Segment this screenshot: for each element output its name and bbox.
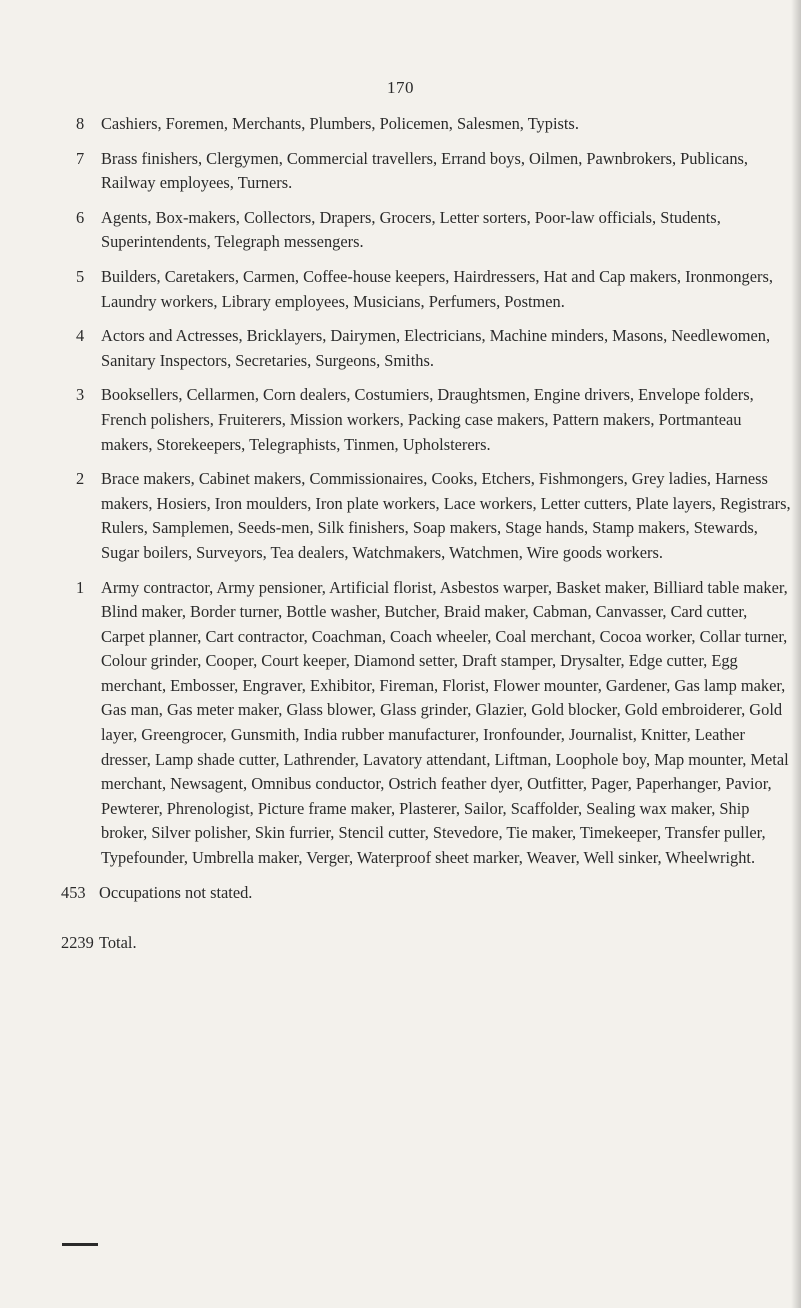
entry-text: Actors and Actresses, Bricklayers, Dairymen, Electricians, Machine minders, Masons, Needlewomen, Sanitary Inspectors, Secretaries, Surgeons, Smiths. <box>101 326 771 370</box>
list-item <box>76 467 792 565</box>
total-row <box>61 931 777 956</box>
entry-text: Brace makers, Cabinet makers, Commissionaires, Cooks, Etchers, Fishmongers, Grey ladies, Harness makers, Hosiers, Iron moulders, Iron plate workers, Lace workers, Letter cutters, Plate layers, Registrars, Rulers, Samplemen, Seeds-men, Silk finishers, Soap makers, Stage hands, Stamp makers, Stewards, Sugar boilers, Surveyors, Tea dealers, Watchmakers, Watchmen, Wire goods workers. <box>101 469 791 562</box>
list-item <box>76 383 792 457</box>
entry-count: 453 <box>61 882 86 902</box>
entry-count: 3 <box>76 385 85 405</box>
total-count: 2239 <box>61 933 94 953</box>
list-item <box>76 147 792 196</box>
entry-text: Agents, Box-makers, Collectors, Drapers, Grocers, Letter sorters, Poor-law officials, Students, Superintendents, Telegraph messengers. <box>101 207 721 252</box>
entry-count: 6 <box>76 207 85 227</box>
entry-text: Army contractor, Army pensioner, Artificial florist, Asbestos warper, Basket maker, Billiard table maker, Blind maker, Border turner, Bottle washer, Butcher, Braid maker, Cabman, Canvasser, Card cutter, Carpet planner, Cart contractor, Coachman, Coach wheeler, Coal merchant, Cocoa worker, Collar turner, Colour grinder, Cooper, Court keeper, Diamond setter, Draft stamper, Drysalter, Edge cutter, Egg merchant, Embosser, Engraver, Exhibitor, Fireman, Florist, Flower mounter, Gardener, Gas lamp maker, Gas man, Gas meter maker, Glass blower, Glass grinder, Glazier, Gold blocker, Gold embroiderer, Gold layer, Greengrocer, Gunsmith, India rubber manufacturer, Ironfounder, Journalist, Knitter, Leather dresser, Lamp shade cutter, Lathrender, Lavatory attendant, Liftman, Loophole boy, Map mounter, Metal merchant, Newsagent, Omnibus conductor, Ostrich feather dyer, Outfitter, Pager, Paperhanger, Pavior, Pewterer, Phrenologist, Picture frame maker, Plasterer, Sailor, Scaffolder, Sealing wax maker, Ship broker, Silver polisher, Skin furrier, Stencil cutter, Stevedore, Tie maker, Timekeeper, Transfer puller, Typefounder, Umbrella maker, Verger, Waterproof sheet marker, Weaver, Well sinker, Wheelwright. <box>101 577 789 868</box>
entry-count: 7 <box>76 148 85 168</box>
total-underline <box>62 1243 98 1246</box>
total-label: Total. <box>99 933 137 953</box>
entry-count: 4 <box>76 326 85 346</box>
entry-text: Cashiers, Foremen, Merchants, Plumbers, Policemen, Salesmen, Typists. <box>101 114 579 133</box>
page-number: 170 <box>387 78 414 97</box>
entry-count: 1 <box>76 577 85 597</box>
list-item <box>76 112 792 137</box>
entry-text: Occupations not stated. <box>99 882 253 902</box>
entry-text: Booksellers, Cellarmen, Corn dealers, Costumiers, Draughtsmen, Engine drivers, Envelope folders, French polishers, Fruiterers, Mission workers, Packing case makers, Pattern makers, Portmanteau makers, Storekeepers, Telegraphists, Tinmen, Upholsterers. <box>101 385 754 454</box>
list-item <box>61 881 777 906</box>
occupation-list <box>61 112 792 956</box>
page-edge-shadow <box>791 0 801 1308</box>
list-item <box>76 324 792 373</box>
entry-count: 5 <box>76 266 85 286</box>
entry-text: Builders, Caretakers, Carmen, Coffee-house keepers, Hairdressers, Hat and Cap makers, Ironmongers, Laundry workers, Library employees, Musicians, Perfumers, Postmen. <box>101 266 773 311</box>
list-item <box>76 265 792 314</box>
entry-text: Brass finishers, Clergymen, Commercial travellers, Errand boys, Oilmen, Pawnbrokers, Publicans, Railway employees, Turners. <box>101 148 748 193</box>
list-item <box>76 576 792 871</box>
entry-count: 2 <box>76 469 85 489</box>
list-item <box>76 206 792 255</box>
entry-count: 8 <box>76 114 85 133</box>
